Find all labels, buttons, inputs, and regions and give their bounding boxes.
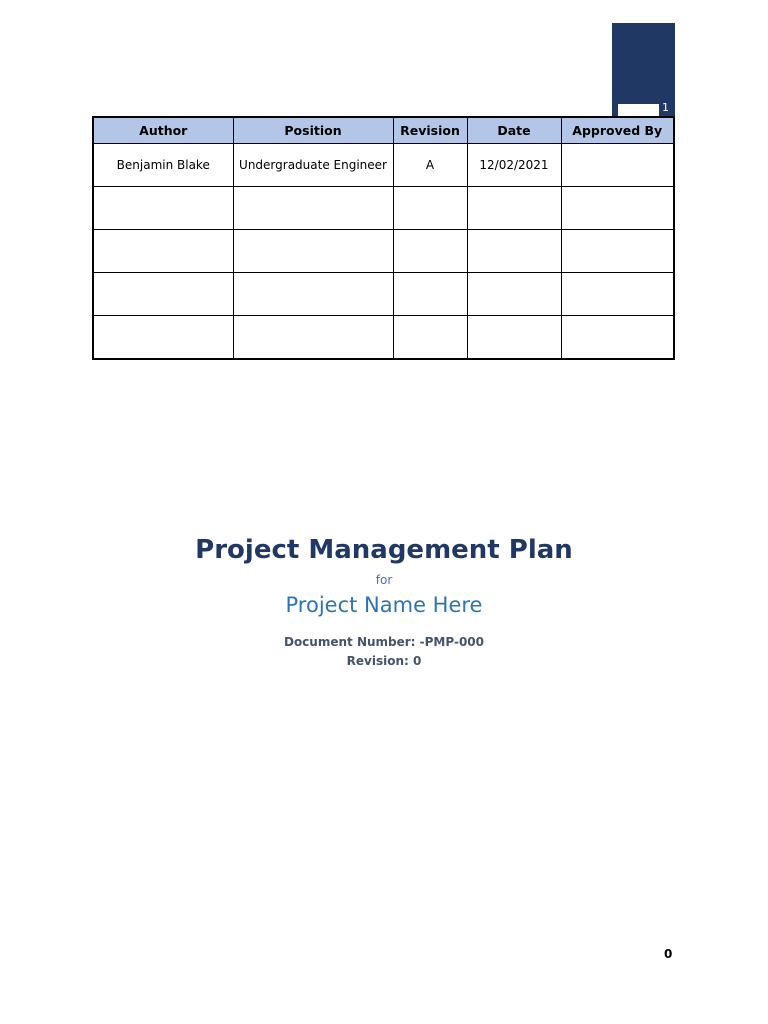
- cell-approved-by: [561, 187, 674, 230]
- cell-revision: A: [393, 144, 467, 187]
- cell-approved-by: [561, 144, 674, 187]
- table-row: [93, 316, 674, 360]
- cell-revision: [393, 230, 467, 273]
- table-row: [93, 144, 674, 187]
- table-row: [93, 273, 674, 316]
- footer-page-number: 0: [664, 947, 673, 961]
- cell-revision: [393, 273, 467, 316]
- cell-author: Benjamin Blake: [93, 144, 233, 187]
- document-number: Document Number: -PMP-000: [283, 635, 484, 649]
- document-title: Project Management Plan: [195, 535, 573, 565]
- cell-revision: [393, 316, 467, 360]
- cell-author: [93, 316, 233, 360]
- table-row: [93, 230, 674, 273]
- column-header-date: Date: [467, 117, 561, 144]
- column-header-position: Position: [233, 117, 393, 144]
- cell-date: [467, 230, 561, 273]
- cell-approved-by: [561, 273, 674, 316]
- cell-position: [233, 230, 393, 273]
- cell-position: [233, 273, 393, 316]
- cell-date: 12/02/2021: [467, 144, 561, 187]
- revision-table-header-row: [93, 117, 674, 144]
- revision-line: Revision: 0: [346, 654, 422, 668]
- cell-position: [233, 316, 393, 360]
- column-header-approved-by: Approved By: [561, 117, 674, 144]
- cell-revision: [393, 187, 467, 230]
- cell-approved-by: [561, 316, 674, 360]
- cell-date: [467, 273, 561, 316]
- column-header-revision: Revision: [393, 117, 467, 144]
- cell-position: Undergraduate Engineer: [233, 144, 393, 187]
- table-row: [93, 187, 674, 230]
- column-header-author: Author: [93, 117, 233, 144]
- revision-table: [92, 116, 675, 360]
- cell-date: [467, 316, 561, 360]
- header-page-number: 1: [662, 101, 669, 114]
- cell-position: [233, 187, 393, 230]
- cell-author: [93, 187, 233, 230]
- cell-author: [93, 273, 233, 316]
- cell-approved-by: [561, 230, 674, 273]
- cell-date: [467, 187, 561, 230]
- cell-author: [93, 230, 233, 273]
- for-label: for: [375, 573, 393, 587]
- project-name: Project Name Here: [285, 593, 483, 617]
